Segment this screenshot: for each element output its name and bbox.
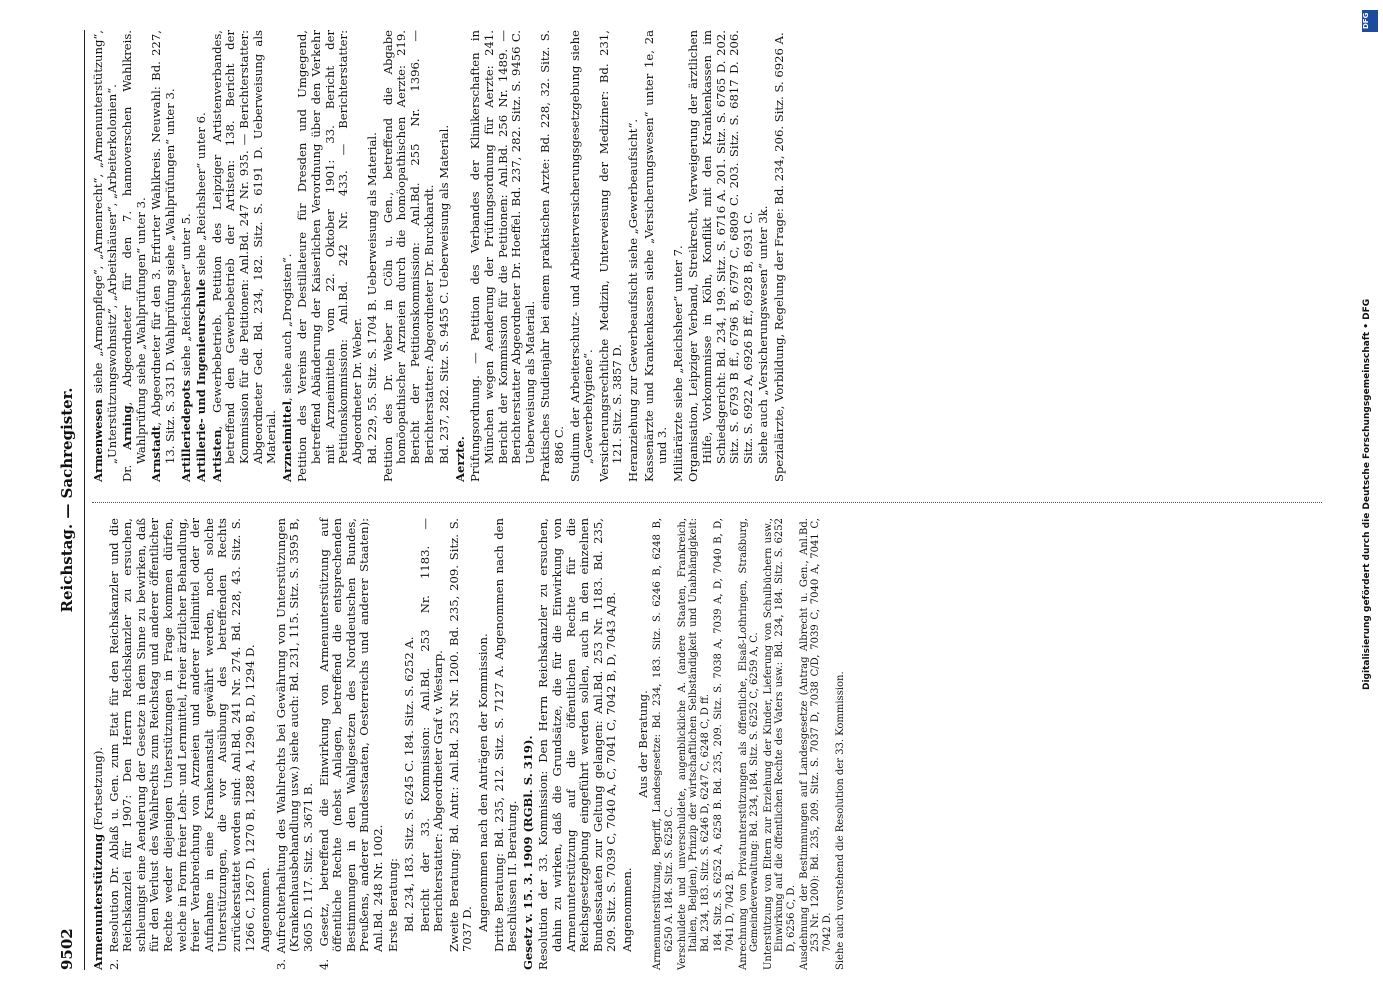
register-entry: 4. Gesetz, betreffend die Einwirkung von Armenunterstützung auf öffentliche Rechte (nebst Anlagen, betreffend die entsprechenden Bestimmungen in den Wahlgesetzen des Norddeutschen Bundes, Preußens, anderer Bundesstaaten, Oesterreichs und anderer Staaten): Anl.Bd. 248 Nr. 1002. bbox=[316, 518, 385, 970]
register-entry: Heranziehung zur Gewerbeaufsicht siehe „Gewerbeaufsicht“. bbox=[625, 118, 640, 482]
page-number: 9502 bbox=[58, 928, 76, 970]
digitization-credit: Digitalisierung gefördert durch die Deutsche Forschungsgemeinschaft • DFG bbox=[1362, 298, 1372, 690]
register-entry: Bericht der 33. Kommission: Anl.Bd. 253 Nr. 1183. — Berichterstatter: Abgeordneter Graf v. Westarp. bbox=[417, 518, 446, 932]
column-divider bbox=[92, 502, 1322, 503]
register-entry: Artisten, Gewerbebetrieb. Petition des Leipziger Artistenverbandes, betreffend den Gewerbebetrieb der Artisten: 138. Bericht der Kommission für die Petitionen: Anl.Bd. 247 Nr. 935. — Berichterstatter: Abgeordneter Ged. Bd. 234, 182. Sitz. S. 6191 D. Ueberweisung als Material. bbox=[209, 30, 279, 482]
register-entry: Angenommen nach den Anträgen der Kommission. bbox=[476, 633, 491, 932]
register-entry: 184. Sitz. S. 6252 A, 6258 B. Bd. 235, 209. Sitz. S. 7038 A, 7039 A, D, 7040 B, D, 7041 D, 7042 B. bbox=[713, 518, 736, 952]
right-column bbox=[92, 30, 1322, 482]
register-entry: Arnstadt, Abgeordneter für den 3. Erfurter Wahlkreis. Neuwahl: Bd. 227, 13. Sitz. S. 331 D. Wahlprüfung siehe „Wahlprüfungen“ unter 3. bbox=[149, 30, 177, 482]
register-entry: Bd. 229, 55. Sitz. S. 1704 B. Ueberweisung als Material. bbox=[365, 132, 380, 464]
register-entry: Bd. 234, 183. Sitz. S. 6245 C. 184. Sitz. S. 6252 A. bbox=[402, 636, 417, 932]
register-entry: Studium der Arbeiterschutz- und Arbeiterversicherungsgesetzgebung siehe „Gewerbehygiene“. bbox=[567, 30, 596, 482]
register-entry: Artilleriedepots siehe „Reichsheer“ unter 5. bbox=[178, 213, 193, 482]
register-entry: Dr. Arning, Abgeordneter für den 7. hannoverschen Wahlkreis. Wahlprüfung siehe „Wahlprüfungen“ unter 3. bbox=[120, 30, 148, 482]
page-header bbox=[58, 30, 82, 970]
left-column bbox=[92, 518, 1322, 970]
register-entry: Gesetz v. 15. 3. 1909 (RGBl. S. 319). bbox=[520, 735, 535, 970]
register-entry: Anrechnung von Privatunterstützungen als öffentliche, Elsaß-Lothringen, Straßburg, Gemeindeverwaltung: Bd. 234, 184. Sitz. S. 6252 C, 6259 A, C. bbox=[738, 518, 761, 970]
register-entry: Armenunterstützung, Begriff, Landesgesetze: Bd. 234, 183. Sitz. S. 6246 B, 6248 B, 6250 A. 184. Sitz. S. 6258 C. bbox=[652, 518, 675, 970]
register-entry: Petition des Vereins der Destillateure für Dresden und Umgegend, betreffend Abänderung der Kaiserlichen Verordnung über den Verkehr mit Arzneimitteln vom 22. Oktober 1901: 33. Bericht der Petitionskommission: Anl.Bd. 242 Nr. 433. — Berichterstatter: Abgeordneter Dr. Weber. bbox=[295, 30, 364, 482]
register-entry: Aerzte. bbox=[452, 436, 467, 482]
register-entry: Petition des Dr. Weber in Cöln u. Gen., betreffend die Abgabe homöopathischer Arzneien durch die homöopathischen Aerzte: 219. Bericht der Petitionskommission: Anl.Bd. 255 Nr. 1396. — Berichterstatter: Abgeordneter Dr. Burckhardt. bbox=[380, 30, 436, 482]
register-entry: Siehe auch „Versicherungswesen“ unter 3k. bbox=[756, 205, 771, 464]
register-entry: Angenommen. bbox=[258, 867, 273, 952]
running-title: Reichstag. — Sachregister. bbox=[58, 387, 76, 613]
register-entry: Militärärzte siehe „Reichsheer“ unter 7. bbox=[670, 245, 685, 482]
register-entry: Resolution der 33. Kommission: Den Herrn Reichskanzler zu ersuchen, dahin zu wirken, daß die Grundsätze, die für die Einwirkung von Armenunterstützung auf die öffentlichen Rechte für die Reichsgesetzgebung eingeführt werden sollen, auch in den einzelnen Bundesstaaten zur Geltung gelangen: Anl.Bd. 253 Nr. 1183. Bd. 235, 209. Sitz. S. 7039 C, 7040 A, C, 7041 C, 7042 B, D, 7043 A/B. bbox=[536, 518, 619, 970]
register-entry: Praktisches Studienjahr bei einem praktischen Arzte: Bd. 228, 32. Sitz. S. 886 C. bbox=[538, 30, 566, 482]
register-entry: Verschuldete und unverschuldete, augenblickliche A. (andere Staaten, Frankreich, Italien, Belgien), Prinzip der wirtschaftlichen Selbständigkeit und Unabhängigkeit: Bd. 234, 183. Sitz. S. 6246 D, 6247 C, 6248 C, D ff. bbox=[676, 518, 711, 970]
register-entry: Zweite Beratung: Bd. Antr.: Anl.Bd. 253 Nr. 1200. Bd. 235, 209. Sitz. S. 7037 D. bbox=[446, 518, 475, 952]
register-entry: Bd. 237, 282. Sitz. S. 9455 C. Ueberweisung als Material. bbox=[437, 124, 452, 464]
register-entry: Armenunterstützung (Fortsetzung). bbox=[91, 746, 105, 970]
register-entry: Unterstützung von Eltern zur Erziehung der Kinder, Lieferung von Schulbüchern usw., Einwirkung auf die öffentlichen Rechte des Vaters usw.: Bd. 234, 184. Sitz. S. 6252 D, 6256 C, D. bbox=[762, 518, 797, 970]
register-entry: Versicherungsrechtliche Medizin, Unterweisung der Mediziner: Bd. 231, 121. Sitz. S. 3857 D. bbox=[596, 30, 625, 482]
register-entry: Erste Beratung: bbox=[386, 858, 401, 952]
register-entry: Angenommen. bbox=[619, 867, 634, 952]
register-entry: Organisation, Leipziger Verband, Streikrecht, Verweigerung der ärztlichen Hilfe, Vorkommnisse in Köln, Konflikt mit den Krankenkassen im Schiedsgericht: Bd. 234, 199. Sitz. S. 6716 A. 201. Sitz. S. 6765 D. 202. Sitz. S. 6793 B ff., 6796 B, 6797 C, 6809 C. 203. Sitz. S. 6817 D. 206. Sitz. S. 6922 A, 6926 B ff., 6928 B, 6931 C. bbox=[686, 30, 755, 482]
register-entry: Kassenärzte und Krankenkassen siehe „Versicherungswesen“ unter 1e, 2a und 3. bbox=[641, 30, 670, 482]
register-entry: 3. Aufrechterhaltung des Wahlrechts bei Gewährung von Unterstützungen (Krankenhausbehandlung usw.) siehe auch: Bd. 231, 115. Sitz. S. 3595 B, 3605 D. 117. Sitz. S. 3671 B. bbox=[273, 518, 315, 970]
register-entry: Spezialärzte, Vorbildung, Regelung der Frage: Bd. 234, 206. Sitz. S. 6926 A. bbox=[771, 32, 786, 482]
register-entry: Prüfungsordnung. — Petition des Verbandes der Klinikerschaften in München wegen Aenderung der Prüfungsordnung für Aerzte: 241. Bericht der Kommission für die Petitionen: Anl.Bd. 256 Nr. 1489. — Berichterstatter Abgeordneter Dr. Hoeffel. Bd. 237, 282. Sitz. S. 9456 C. Ueberweisung als Material. bbox=[468, 30, 537, 482]
register-entry: Arzneimittel, siehe auch „Drogisten“. bbox=[279, 253, 294, 482]
register-entry: Ausdehnung der Bestimmungen auf Landesgesetze (Antrag Albrecht u. Gen., Anl.Bd. 253 Nr. 1200): Bd. 235, 209. Sitz. S. 7037 D, 7038 C/D, 7039 C, 7040 A, 7041 C, 7042 D. bbox=[799, 518, 833, 970]
register-entry: Aus der Beratung. bbox=[635, 690, 650, 798]
register-entry: Armenwesen siehe „Armenpflege“, „Armenrecht“, „Armenunterstützung“, „Unterstützungswohnsitz“, „Arbeitshäuser“, „Arbeiterkolonien“. bbox=[91, 30, 119, 482]
register-entry: 2. Resolution Dr. Ablaß u. Gen. zum Etat für den Reichskanzler und die Reichskanzlei für 1907: Den Herrn Reichskanzler zu ersuchen, schleunigst eine Aenderung der Gesetze in dem Sinne zu bewirken, daß für den Verlust des Wahlrechts zum Reichstag und anderer öffentlicher Rechte weder diejenigen Unterstützungen in Frage kommen dürfen, welche in Form freier Lehr- und Lernmittel, freier ärztlicher Behandlung, freier Verabreichung von Arzneien und anderer Heilmittel oder der Aufnahme in eine Krankenanstalt gewährt werden, noch solche Unterstützungen, die vor Ausübung des betreffenden Rechts zurückerstattet worden sind: Anl.Bd. 241 Nr. 274. Bd. 228, 43. Sitz. S. 1266 C, 1267 D, 1270 B, 1288 A, 1290 B, D, 1294 D. bbox=[106, 518, 257, 970]
digitization-sidebar bbox=[1362, 10, 1380, 990]
dfg-logo: DFG bbox=[1362, 10, 1378, 32]
register-entry: Dritte Beratung: Bd. 235, 212. Sitz. S. 7127 A. Angenommen nach den Beschlüssen II. Beratung. bbox=[491, 518, 520, 952]
register-entry: Siehe auch vorstehend die Resolution der 33. Kommission. bbox=[835, 671, 847, 970]
header-rule bbox=[84, 30, 85, 970]
register-entry: Artillerie- und Ingenieurschule siehe „Reichsheer“ unter 6. bbox=[194, 112, 209, 482]
